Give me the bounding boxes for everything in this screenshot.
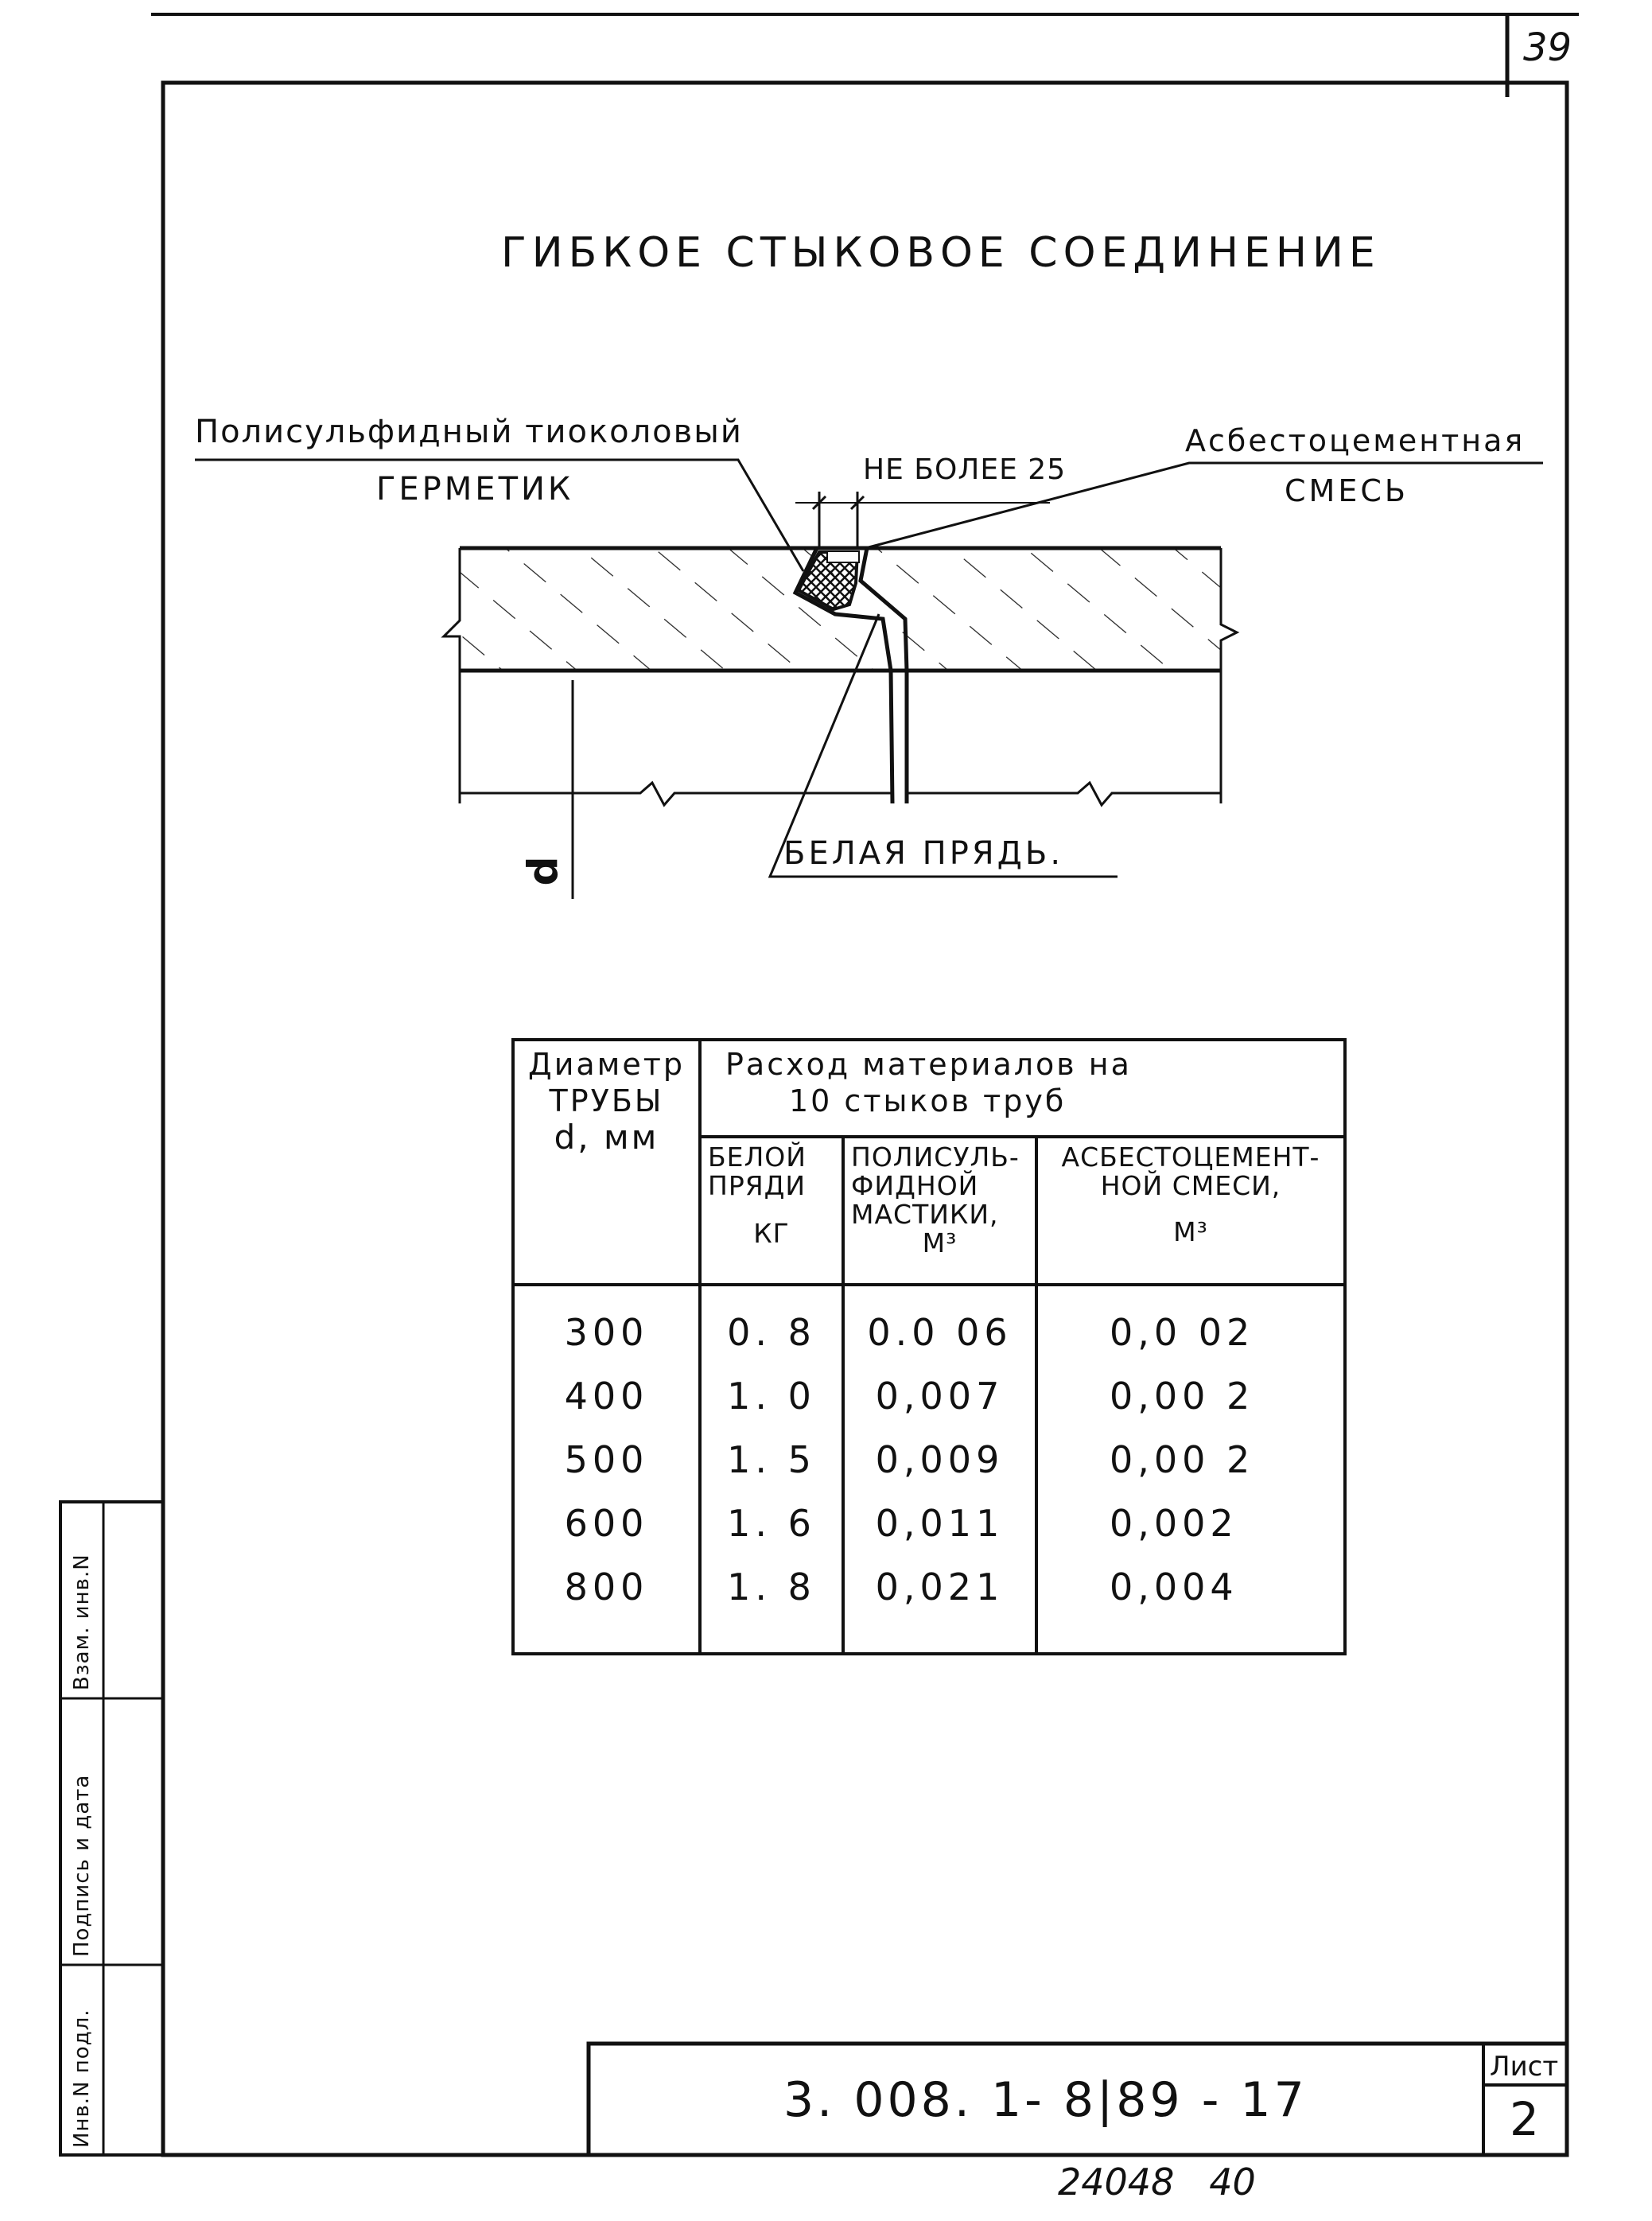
group-header xyxy=(700,1040,1345,1137)
col-diameter-line3: d, мм xyxy=(554,1118,659,1157)
table-cell: 0,00 2 xyxy=(1110,1438,1255,1481)
sheet-label: Лист xyxy=(1490,2051,1559,2083)
table-cell: 1. 6 xyxy=(727,1502,816,1545)
col-mastic-line2: ФИДНОЙ xyxy=(851,1170,979,1201)
table-cell: 0,021 xyxy=(875,1566,1005,1608)
table-body-row xyxy=(513,1285,1345,1654)
pipe-section xyxy=(444,548,1237,803)
document-code: 3. 008. 1- 8|89 - 17 xyxy=(783,2072,1308,2128)
table-cell: 0. 8 xyxy=(727,1311,816,1354)
materials-table xyxy=(511,1038,1347,1655)
col-asbestos-line1: АСБЕСТОЦЕМЕНТ- xyxy=(1061,1142,1320,1173)
col-mastic-header xyxy=(843,1137,1036,1285)
table-cell: 600 xyxy=(564,1502,649,1545)
label-sealant-line1: Полисульфидный тиоколовый xyxy=(195,414,743,450)
col-asbestos-header xyxy=(1036,1137,1345,1285)
label-asbestos-line2: СМЕСЬ xyxy=(1285,473,1409,508)
table-cell: 0,004 xyxy=(1110,1566,1238,1608)
table-cell: 0,00 2 xyxy=(1110,1375,1255,1418)
label-asbestos-line1: Асбестоцементная xyxy=(1185,423,1526,458)
label-diameter: d xyxy=(519,856,568,886)
table-cell: 0,009 xyxy=(875,1438,1005,1481)
sheet-number: 2 xyxy=(1510,2092,1539,2146)
col-asbestos-unit: М³ xyxy=(1173,1216,1208,1247)
stamp-cell-inventory: Инв.N подл. xyxy=(70,2009,94,2148)
col-diameter-values xyxy=(513,1285,700,1654)
col-mastic-unit: М³ xyxy=(922,1227,958,1258)
table-cell: 0.0 06 xyxy=(867,1311,1013,1354)
col-mastic-line1: ПОЛИСУЛЬ- xyxy=(851,1142,1020,1173)
table-cell: 1. 5 xyxy=(727,1438,816,1481)
stamp-cell-replacement: Взам. инв.N xyxy=(70,1554,94,1690)
col-diameter-line2: ТРУБЫ xyxy=(549,1083,664,1118)
table-cell: 1. 8 xyxy=(727,1566,816,1608)
col-strand-values xyxy=(700,1285,843,1654)
page-title: ГИБКОЕ СТЫКОВОЕ СОЕДИНЕНИЕ xyxy=(501,229,1381,277)
label-strand: БЕЛАЯ ПРЯДЬ. xyxy=(783,835,1064,872)
col-asbestos-values xyxy=(1036,1285,1345,1654)
table-cell: 0,0 02 xyxy=(1110,1311,1255,1354)
col-mastic-line3: МАСТИКИ, xyxy=(851,1199,999,1230)
stamp-cell-signature: Подпись и дата xyxy=(70,1774,94,1957)
table-cell: 300 xyxy=(564,1311,649,1354)
col-strand-header xyxy=(700,1137,843,1285)
footer-number: 24048 40 xyxy=(1058,2161,1256,2203)
col-strand-line1: БЕЛОЙ xyxy=(708,1142,807,1173)
col-strand-line2: ПРЯДИ xyxy=(708,1170,807,1201)
col-diameter-line1: Диаметр xyxy=(528,1047,685,1082)
table-cell: 400 xyxy=(564,1375,649,1418)
table-cell: 0,002 xyxy=(1110,1502,1238,1545)
col-strand-unit: КГ xyxy=(753,1218,790,1249)
label-gap: НЕ БОЛЕЕ 25 xyxy=(863,453,1067,486)
group-header-line1: Расход материалов на xyxy=(725,1047,1132,1082)
col-diameter-header xyxy=(513,1040,700,1285)
table-cell: 800 xyxy=(564,1566,649,1608)
label-sealant-line2: ГЕРМЕТИК xyxy=(376,471,574,508)
table-cell: 1. 0 xyxy=(727,1375,816,1418)
page-number: 39 xyxy=(1523,25,1572,70)
col-mastic-values xyxy=(843,1285,1036,1654)
col-asbestos-line2: НОЙ СМЕСИ, xyxy=(1100,1170,1281,1201)
table-cell: 0,007 xyxy=(875,1375,1005,1418)
table-cell: 500 xyxy=(564,1438,649,1481)
label-sealant xyxy=(195,414,743,450)
table-cell: 0,011 xyxy=(875,1502,1005,1545)
group-header-line2: 10 стыков труб xyxy=(789,1083,1067,1118)
